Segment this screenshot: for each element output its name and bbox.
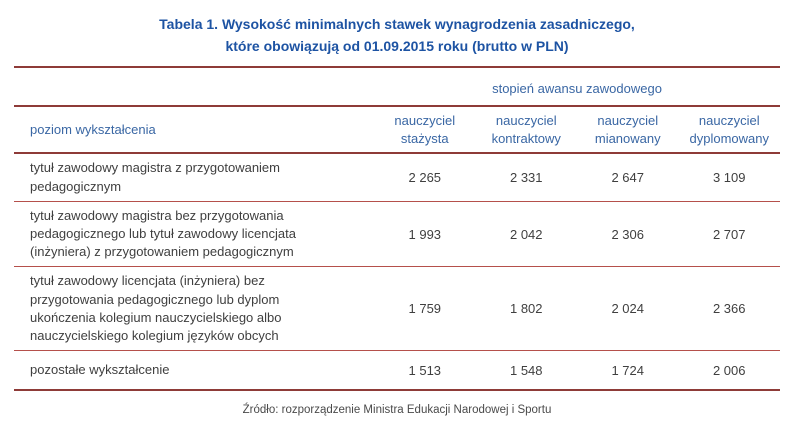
table-title bbox=[14, 14, 780, 57]
row-label bbox=[14, 267, 374, 351]
column-header-nauczyciel-mianowany: nauczyciel mianowany bbox=[577, 106, 678, 153]
source-note: Źródło: rozporządzenie Ministra Edukacji Narodowej i Sportu bbox=[242, 404, 552, 417]
table-row bbox=[14, 153, 780, 201]
row-value: 2 366 bbox=[678, 267, 780, 351]
table-row bbox=[14, 351, 780, 391]
column-header-poziom-wyksztalcenia: poziom wykształcenia bbox=[14, 106, 374, 153]
row-label-text: tytuł zawodowy magistra bez przygotowania pedagogicznego lub tytuł zawodowy licencjata (inżyniera) z przygotowaniem pedagogicznym bbox=[30, 207, 296, 260]
group-header-row bbox=[14, 67, 780, 106]
column-header-nauczyciel-stazysta: nauczyciel stażysta bbox=[374, 106, 475, 153]
group-header-spacer bbox=[14, 67, 374, 106]
table-row bbox=[14, 201, 780, 267]
row-value: 2 331 bbox=[476, 153, 577, 201]
table-title-line-2: które obowiązują od 01.09.2015 roku (brutto w PLN) bbox=[225, 37, 569, 54]
column-header-nauczyciel-kontraktowy: nauczyciel kontraktowy bbox=[476, 106, 577, 153]
row-value: 1 548 bbox=[476, 351, 577, 391]
row-value: 2 024 bbox=[577, 267, 678, 351]
row-value: 2 265 bbox=[374, 153, 475, 201]
row-value: 1 759 bbox=[374, 267, 475, 351]
row-value: 1 724 bbox=[577, 351, 678, 391]
group-header-label: stopień awansu zawodowego bbox=[374, 67, 780, 106]
row-value: 2 707 bbox=[678, 201, 780, 267]
row-label bbox=[14, 201, 374, 267]
row-value: 2 647 bbox=[577, 153, 678, 201]
row-label bbox=[14, 153, 374, 201]
column-header-nauczyciel-dyplomowany: nauczyciel dyplomowany bbox=[678, 106, 780, 153]
column-header-row bbox=[14, 106, 780, 153]
row-value: 1 513 bbox=[374, 351, 475, 391]
row-value: 2 006 bbox=[678, 351, 780, 391]
row-label-text: tytuł zawodowy licencjata (inżyniera) bez przygotowania pedagogicznego lub dyplom ukończenia kolegium nauczycielskiego albo nauczycielskiego kolegium języków obcych bbox=[30, 273, 282, 343]
row-value: 2 042 bbox=[476, 201, 577, 267]
row-value: 2 306 bbox=[577, 201, 678, 267]
salary-table bbox=[14, 66, 780, 391]
row-value: 3 109 bbox=[678, 153, 780, 201]
table-title-line-1: Tabela 1. Wysokość minimalnych stawek wynagrodzenia zasadniczego, bbox=[159, 16, 635, 32]
row-value: 1 993 bbox=[374, 201, 475, 267]
row-value: 1 802 bbox=[476, 267, 577, 351]
table-row bbox=[14, 267, 780, 351]
row-label-text: pozostałe wykształcenie bbox=[30, 362, 170, 378]
row-label bbox=[14, 351, 374, 391]
row-label-text: tytuł zawodowy magistra z przygotowaniem pedagogicznym bbox=[30, 160, 280, 194]
